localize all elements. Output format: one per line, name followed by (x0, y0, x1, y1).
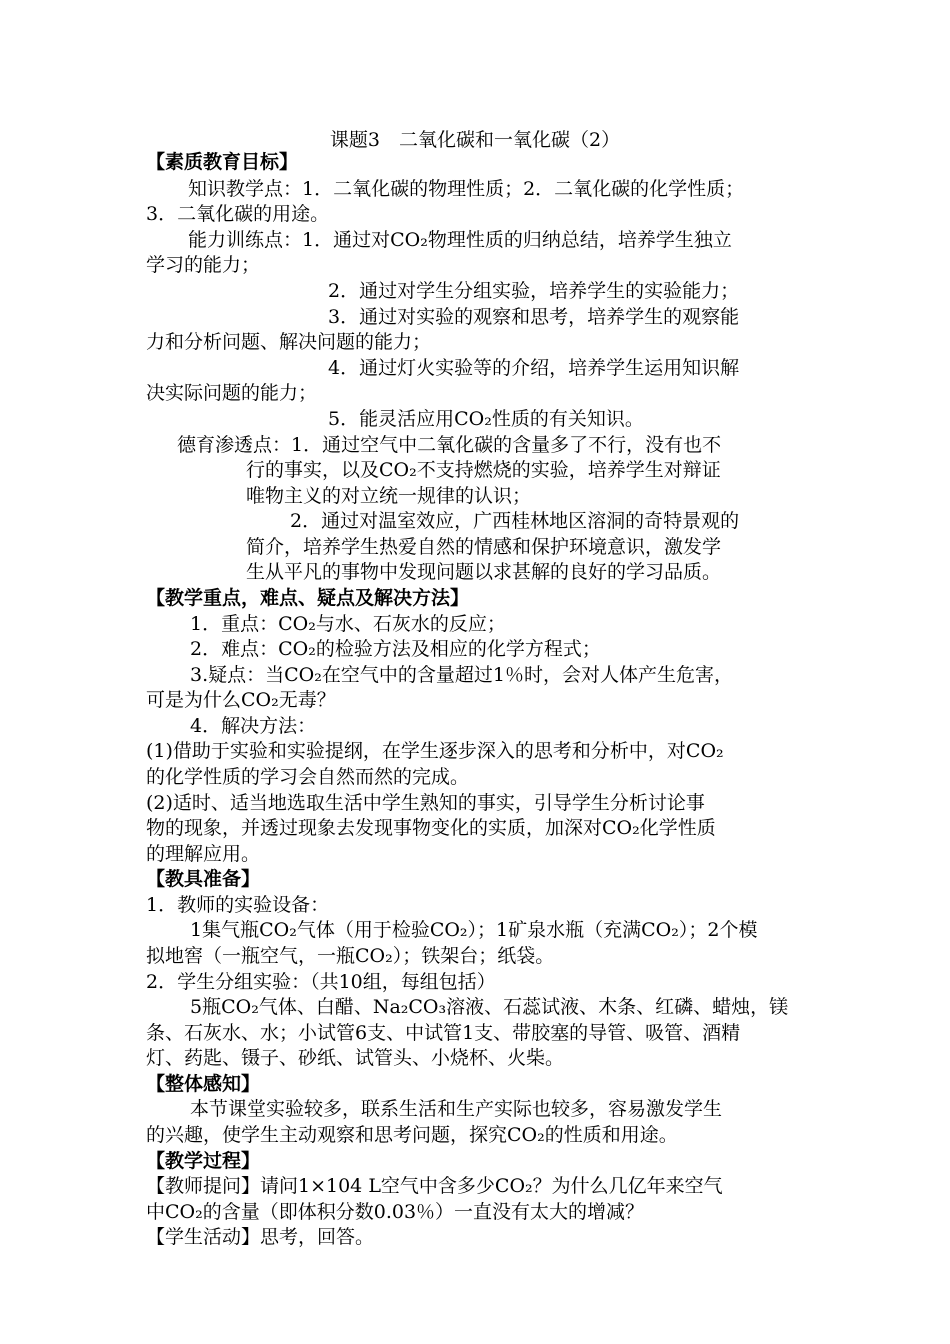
text-line: 5瓶CO₂气体、白醋、Na₂CO₃溶液、石蕊试液、木条、红磷、蜡烛，镁 (190, 996, 789, 1018)
section-heading-equipment: 【教具准备】 (146, 868, 261, 890)
text-line: 【教师提问】请问1×104 L空气中含多少CO₂？为什么几亿年来空气 (146, 1175, 723, 1197)
text-line: 2．学生分组实验：（共10组，每组包括） (146, 971, 496, 993)
text-line: 5．能灵活应用CO₂性质的有关知识。 (328, 408, 644, 430)
text-line: 3．通过对实验的观察和思考，培养学生的观察能 (328, 306, 740, 328)
text-line: 本节课堂实验较多，联系生活和生产实际也较多，容易激发学生 (190, 1098, 723, 1120)
text-line: 的理解应用。 (146, 843, 261, 865)
text-line: (2)适时、适当地选取生活中学生熟知的事实，引导学生分析讨论事 (146, 792, 705, 814)
text-line: 拟地窖（一瓶空气，一瓶CO₂）；铁架台；纸袋。 (146, 945, 555, 967)
text-line: (1)借助于实验和实验提纲，在学生逐步深入的思考和分析中，对CO₂ (146, 740, 724, 762)
text-line: 决实际问题的能力； (146, 382, 318, 404)
text-line: 2．难点：CO₂的检验方法及相应的化学方程式； (190, 638, 601, 660)
page-title: 课题3 二氧化碳和一氧化碳（2） (329, 129, 621, 151)
text-line: 的化学性质的学习会自然而然的完成。 (146, 766, 470, 788)
text-line: 行的事实，以及CO₂不支持燃烧的实验，培养学生对辩证 (246, 459, 721, 481)
text-line: 3．二氧化碳的用途。 (146, 203, 330, 225)
text-line: 4．解决方法： (190, 715, 317, 737)
text-line: 3.疑点：当CO₂在空气中的含量超过1％时，会对人体产生危害， (190, 664, 733, 686)
text-line: 4．通过灯火实验等的介绍，培养学生运用知识解 (328, 357, 740, 379)
text-line: 能力训练点：1．通过对CO₂物理性质的归纳总结，培养学生独立 (188, 229, 732, 251)
text-line: 德育渗透点：1．通过空气中二氧化碳的含量多了不行，没有也不 (177, 434, 722, 456)
text-line: 条、石灰水、水；小试管6支、中试管1支、带胶塞的导管、吸管、酒精 (146, 1022, 741, 1044)
text-line: 2．通过对温室效应，广西桂林地区溶洞的奇特景观的 (290, 510, 740, 532)
text-line: 灯、药匙、镊子、砂纸、试管头、小烧杯、火柴。 (146, 1047, 565, 1069)
text-line: 1集气瓶CO₂气体（用于检验CO₂）；1矿泉水瓶（充满CO₂）；2个模 (190, 919, 758, 941)
text-line: 1．重点：CO₂与水、石灰水的反应； (190, 613, 506, 635)
text-line: 的兴趣，使学生主动观察和思考问题，探究CO₂的性质和用途。 (146, 1124, 678, 1146)
text-line: 生从平凡的事物中发现问题以求甚解的良好的学习品质。 (246, 561, 722, 583)
text-line: 简介，培养学生热爱自然的情感和保护环境意识，激发学 (246, 536, 722, 558)
section-heading-process: 【教学过程】 (146, 1150, 261, 1172)
text-line: 中CO₂的含量（即体积分数0.03％）一直没有太大的增减？ (146, 1201, 645, 1223)
section-heading-overview: 【整体感知】 (146, 1073, 261, 1095)
text-line: 唯物主义的对立统一规律的认识； (246, 485, 532, 507)
section-heading-keypoints: 【教学重点，难点、疑点及解决方法】 (146, 587, 470, 609)
text-line: 学习的能力； (146, 254, 261, 276)
text-line: 1．教师的实验设备： (146, 894, 330, 916)
section-heading-goals: 【素质教育目标】 (146, 151, 299, 173)
text-line: 力和分析问题、解决问题的能力； (146, 331, 432, 353)
text-line: 2．通过对学生分组实验，培养学生的实验能力； (328, 280, 740, 302)
text-line: 知识教学点：1．二氧化碳的物理性质；2．二氧化碳的化学性质； (188, 178, 745, 200)
text-line: 物的现象，并透过现象去发现事物变化的实质，加深对CO₂化学性质 (146, 817, 716, 839)
text-line: 可是为什么CO₂无毒？ (146, 689, 336, 711)
text-line: 【学生活动】思考，回答。 (146, 1226, 375, 1248)
